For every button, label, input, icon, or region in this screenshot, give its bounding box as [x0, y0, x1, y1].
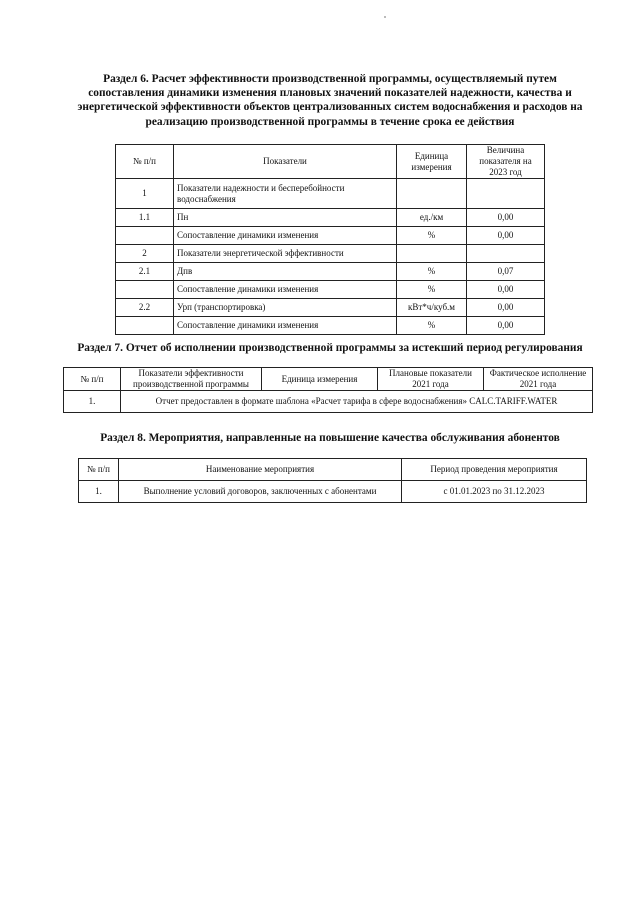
row-num: 1.1: [116, 209, 174, 227]
row-unit: [397, 179, 467, 209]
row-num: 2: [116, 245, 174, 263]
row-name: Сопоставление динамики изменения: [174, 317, 397, 335]
row-name: Дпв: [174, 263, 397, 281]
section6-title-line: сопоставления динамики изменения плановых значений показателей надежности, качества и: [88, 87, 572, 100]
table-row: [64, 391, 593, 413]
section6-table: [115, 144, 545, 335]
header-indicator: Показатели: [174, 145, 397, 179]
row-name: Сопоставление динамики изменения: [174, 281, 397, 299]
header-activity: Наименование мероприятия: [119, 459, 402, 481]
section8-title: Раздел 8. Мероприятия, направленные на повышение качества обслуживания абонентов: [100, 432, 560, 444]
table-header-row: [79, 459, 587, 481]
row-name: Сопоставление динамики изменения: [174, 227, 397, 245]
row-name: Показатели энергетической эффективности: [174, 245, 397, 263]
section8-table: [78, 458, 587, 503]
row-num: 1: [116, 179, 174, 209]
table-row: [116, 179, 545, 209]
table-row: [116, 227, 545, 245]
row-period: с 01.01.2023 по 31.12.2023: [402, 481, 587, 503]
section6-title-line: энергетической эффективности объектов централизованных систем водоснабжения и расходов на: [77, 101, 583, 114]
row-num: 2.1: [116, 263, 174, 281]
section6-title-line: реализацию производственной программы в течение срока ее действия: [145, 115, 515, 128]
row-unit: %: [397, 263, 467, 281]
row-activity: Выполнение условий договоров, заключенных с абонентами: [119, 481, 402, 503]
row-value: 0,00: [467, 227, 545, 245]
row-num: 1.: [79, 481, 119, 503]
section6-title-line: Раздел 6. Расчет эффективности производственной программы, осуществляемый путем: [103, 73, 557, 85]
row-unit: %: [397, 317, 467, 335]
header-unit: Единица измерения: [397, 145, 467, 179]
row-unit: ед./км: [397, 209, 467, 227]
header-value: Величина показателя на 2023 год: [467, 145, 545, 179]
table-row: [116, 263, 545, 281]
header-num: № п/п: [116, 145, 174, 179]
row-value: 0,00: [467, 209, 545, 227]
row-value: 0,00: [467, 317, 545, 335]
row-unit: %: [397, 281, 467, 299]
section7-table: [63, 367, 593, 413]
row-num: [116, 227, 174, 245]
row-value: 0,00: [467, 299, 545, 317]
row-name: Урп (транспортировка): [174, 299, 397, 317]
row-unit: [397, 245, 467, 263]
header-num: № п/п: [79, 459, 119, 481]
table-row: [79, 481, 587, 503]
row-unit: кВт*ч/куб.м: [397, 299, 467, 317]
row-report-text: Отчет предоставлен в формате шаблона «Расчет тарифа в сфере водоснабжения» CALC.TARIFF.WATER: [121, 391, 593, 413]
table-row: [116, 245, 545, 263]
header-planned: Плановые показатели 2021 года: [378, 368, 484, 391]
table-row: [116, 317, 545, 335]
scan-speck: [384, 16, 386, 18]
row-num: 2.2: [116, 299, 174, 317]
table-row: [116, 281, 545, 299]
table-row: [116, 299, 545, 317]
row-value: 0,00: [467, 281, 545, 299]
header-actual: Фактическое исполнение 2021 года: [484, 368, 593, 391]
header-num: № п/п: [64, 368, 121, 391]
section6-title: [70, 72, 590, 129]
row-num: 1.: [64, 391, 121, 413]
section7-title: Раздел 7. Отчет об исполнении производственной программы за истекший период регулирования: [77, 342, 583, 354]
row-name: Показатели надежности и бесперебойности водоснабжения: [174, 179, 397, 209]
row-value: [467, 245, 545, 263]
row-value: 0,07: [467, 263, 545, 281]
table-header-row: [64, 368, 593, 391]
table-row: [116, 209, 545, 227]
row-value: [467, 179, 545, 209]
header-indicators: Показатели эффективности производственной программы: [121, 368, 262, 391]
table-header-row: [116, 145, 545, 179]
row-name: Пн: [174, 209, 397, 227]
header-period: Период проведения мероприятия: [402, 459, 587, 481]
row-unit: %: [397, 227, 467, 245]
row-num: [116, 317, 174, 335]
header-unit: Единица измерения: [262, 368, 378, 391]
row-num: [116, 281, 174, 299]
